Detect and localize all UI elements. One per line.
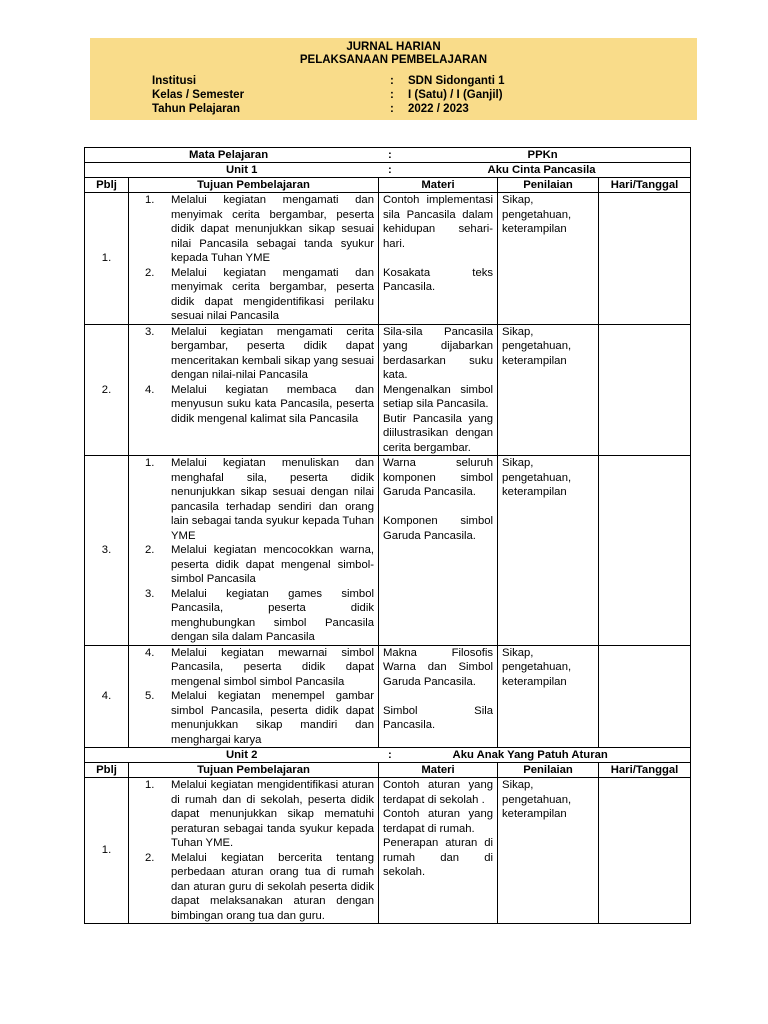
tujuan-item-text: Melalui kegiatan bercerita tentang perbedaan aturan orang tua di rumah dan aturan guru di sekolah peserta didik dapat melaksanakan aturan dengan bimbingan orang tua dan guru. bbox=[171, 851, 374, 922]
penilaian-cell: Sikap, pengetahuan, keterampilan bbox=[498, 324, 599, 456]
table-row bbox=[85, 456, 691, 646]
tujuan-item bbox=[133, 851, 374, 924]
pblj-number: 3. bbox=[85, 456, 129, 646]
tujuan-item-text: Melalui kegiatan mengamati cerita bergambar, peserta didik dapat menceritakan kembali sikap yang sesuai dengan nilai-nilai Pancasila bbox=[171, 325, 374, 381]
materi-cell bbox=[379, 324, 498, 456]
subject-value-cell bbox=[498, 148, 691, 163]
tujuan-list bbox=[133, 193, 374, 324]
header-field-value: I (Satu) / I (Ganjil) bbox=[408, 89, 503, 101]
column-header-hari: Hari/Tanggal bbox=[599, 763, 691, 778]
tujuan-item-text: Melalui kegiatan mencocokkan warna, peserta didik dapat mengenal simbol-simbol Pancasila bbox=[171, 544, 374, 585]
tujuan-list bbox=[133, 646, 374, 748]
column-header-materi: Materi bbox=[379, 178, 498, 193]
journal-header bbox=[90, 38, 697, 120]
materi-item: Makna Filosofis Warna dan Simbol Garuda Pancasila. bbox=[383, 646, 494, 688]
column-header-pblj: Pblj bbox=[85, 178, 129, 193]
materi-cell bbox=[379, 778, 498, 924]
materi-spacer bbox=[383, 689, 493, 704]
penilaian-cell: Sikap, pengetahuan, keterampilan bbox=[498, 456, 599, 646]
unit-cell bbox=[85, 748, 498, 763]
header-field-colon: : bbox=[390, 75, 394, 87]
tujuan-item-text: Melalui kegiatan mengamati dan menyimak cerita bergambar, peserta didik dapat menunjukkan sikap sesuai nilai Pancasila sebagai tanda syukur kepada Tuhan YME bbox=[171, 194, 374, 264]
tujuan-item bbox=[133, 587, 374, 645]
subject-cell bbox=[85, 148, 498, 163]
tujuan-item bbox=[133, 325, 374, 383]
materi-item: Warna seluruh komponen simbol Garuda Pancasila. bbox=[383, 457, 494, 498]
tujuan-list bbox=[133, 456, 374, 645]
materi-spacer bbox=[383, 251, 493, 266]
tujuan-item-number: 5. bbox=[145, 690, 155, 702]
tujuan-item-number: 4. bbox=[145, 383, 155, 396]
header-field-colon: : bbox=[390, 89, 394, 101]
penilaian-cell: Sikap, pengetahuan, keterampilan bbox=[498, 193, 599, 325]
unit-title: Aku Anak Yang Patuh Aturan bbox=[452, 749, 608, 761]
journal-title: JURNAL HARIAN bbox=[346, 41, 441, 53]
unit-row bbox=[85, 163, 691, 178]
tujuan-item-text: Melalui kegiatan mengidentifikasi aturan di rumah dan di sekolah, peserta didik dapat menunjukkan sikap mematuhi peraturan sebagai tanda syukur kepada Tuhan YME. bbox=[171, 779, 374, 849]
tujuan-item bbox=[133, 543, 374, 587]
tujuan-item-number: 1. bbox=[145, 779, 155, 791]
column-header-tujuan: Tujuan Pembelajaran bbox=[129, 178, 379, 193]
tujuan-item-text: Melalui kegiatan mewarnai simbol Pancasila, peserta didik dapat mengenal simbol simbol Pancasila bbox=[171, 646, 374, 688]
hari-tanggal-cell bbox=[599, 645, 691, 748]
column-header-tujuan: Tujuan Pembelajaran bbox=[129, 763, 379, 778]
pblj-number: 1. bbox=[85, 778, 129, 924]
header-field-key: Institusi bbox=[152, 75, 197, 87]
tujuan-item-text: Melalui kegiatan membaca dan menyusun suku kata Pancasila, peserta didik mengenal kalimat sila Pancasila bbox=[171, 383, 374, 425]
penilaian-cell: Sikap, pengetahuan, keterampilan bbox=[498, 645, 599, 748]
tujuan-item-number: 1. bbox=[145, 194, 155, 206]
tujuan-list bbox=[133, 325, 374, 427]
tujuan-item-number: 2. bbox=[145, 851, 155, 864]
header-field-key: Tahun Pelajaran bbox=[152, 103, 240, 115]
unit-title-cell bbox=[452, 748, 691, 763]
materi-item: Contoh aturan yang terdapat di sekolah . bbox=[383, 779, 494, 806]
journal-subtitle: PELAKSANAAN PEMBELAJARAN bbox=[299, 54, 488, 66]
tujuan-item bbox=[133, 689, 374, 747]
tujuan-cell bbox=[129, 645, 379, 748]
column-header-pblj: Pblj bbox=[85, 763, 129, 778]
unit-colon: : bbox=[388, 749, 392, 761]
materi-item: Contoh aturan yang terdapat di rumah. bbox=[383, 808, 494, 835]
tujuan-cell bbox=[129, 778, 379, 924]
column-header-hari: Hari/Tanggal bbox=[599, 178, 691, 193]
header-field-key: Kelas / Semester bbox=[152, 89, 245, 101]
header-field-value: 2022 / 2023 bbox=[408, 103, 469, 115]
tujuan-item-text: Melalui kegiatan menuliskan dan menghafal sila, peserta didik nenunjukkan sikap sesuai dengan nilai pancasila terhadap sendiri dan orang lain sebagai tanda syukur kepada Tuhan YME bbox=[171, 457, 374, 542]
subject-row bbox=[85, 148, 691, 163]
tujuan-item bbox=[133, 646, 374, 690]
materi-item: Sila-sila Pancasila yang dijabarkan berdasarkan suku kata. bbox=[383, 325, 494, 381]
tujuan-item bbox=[133, 778, 374, 851]
tujuan-cell bbox=[129, 456, 379, 646]
materi-cell bbox=[379, 193, 498, 325]
materi-item: Mengenalkan simbol setiap sila Pancasila. bbox=[383, 383, 494, 410]
tujuan-item bbox=[133, 383, 374, 427]
column-header-materi: Materi bbox=[379, 763, 498, 778]
materi-item: Contoh implementasi sila Pancasila dalam kehidupan sehari-hari. bbox=[383, 194, 494, 250]
subject-value: PPKn bbox=[527, 149, 558, 161]
tujuan-item-number: 2. bbox=[145, 544, 155, 556]
tujuan-item bbox=[133, 193, 374, 266]
table-row bbox=[85, 324, 691, 456]
hari-tanggal-cell bbox=[599, 193, 691, 325]
unit-cell bbox=[85, 163, 498, 178]
column-header-penilaian: Penilaian bbox=[498, 178, 599, 193]
pblj-number: 1. bbox=[85, 193, 129, 325]
pblj-number: 2. bbox=[85, 324, 129, 456]
subject-colon: : bbox=[388, 149, 392, 161]
tujuan-item-number: 2. bbox=[145, 266, 155, 279]
tujuan-item-text: Melalui kegiatan menempel gambar simbol Pancasila, peserta didik dapat menunjukkan sikap mandiri dan menghargai karya bbox=[171, 690, 374, 746]
header-field-colon: : bbox=[390, 103, 394, 115]
table-row bbox=[85, 645, 691, 748]
hari-tanggal-cell bbox=[599, 456, 691, 646]
hari-tanggal-cell bbox=[599, 324, 691, 456]
materi-item: Komponen simbol Garuda Pancasila. bbox=[383, 515, 494, 542]
materi-item: Penerapan aturan di rumah dan di sekolah. bbox=[383, 837, 494, 878]
journal-table bbox=[84, 147, 691, 924]
column-header-row bbox=[85, 178, 691, 193]
tujuan-item-number: 3. bbox=[145, 325, 155, 338]
tujuan-item-text: Melalui kegiatan mengamati dan menyimak cerita bergambar, peserta didik dapat mengidentifikasi perilaku sesuai nilai Pancasila bbox=[171, 266, 374, 322]
tujuan-list bbox=[133, 778, 374, 923]
materi-cell bbox=[379, 645, 498, 748]
tujuan-item-text: Melalui kegiatan games simbol Pancasila, peserta didik menghubungkan simbol Pancasila dengan sila dalam Pancasila bbox=[171, 587, 374, 643]
hari-tanggal-cell bbox=[599, 778, 691, 924]
table-row bbox=[85, 778, 691, 924]
materi-item: Kosakata teks Pancasila. bbox=[383, 266, 494, 293]
tujuan-cell bbox=[129, 324, 379, 456]
tujuan-item bbox=[133, 456, 374, 543]
tujuan-item-number: 1. bbox=[145, 457, 155, 469]
materi-item: Butir Pancasila yang diilustrasikan dengan cerita bergambar. bbox=[383, 412, 494, 454]
header-field-value: SDN Sidonganti 1 bbox=[408, 75, 505, 87]
penilaian-cell: Sikap, pengetahuan, keterampilan bbox=[498, 778, 599, 924]
unit-title-cell bbox=[487, 163, 691, 178]
unit-colon: : bbox=[388, 164, 392, 176]
pblj-number: 4. bbox=[85, 645, 129, 748]
materi-spacer bbox=[383, 500, 493, 515]
subject-label: Mata Pelajaran bbox=[189, 149, 269, 161]
unit-label: Unit 1 bbox=[226, 164, 258, 176]
tujuan-item bbox=[133, 266, 374, 324]
materi-cell bbox=[379, 456, 498, 646]
materi-item: Simbol Sila Pancasila. bbox=[383, 704, 494, 731]
unit-title: Aku Cinta Pancasila bbox=[487, 164, 596, 176]
column-header-penilaian: Penilaian bbox=[498, 763, 599, 778]
column-header-row bbox=[85, 763, 691, 778]
table-row bbox=[85, 193, 691, 325]
tujuan-item-number: 3. bbox=[145, 587, 155, 600]
tujuan-item-number: 4. bbox=[145, 646, 155, 659]
unit-row bbox=[85, 748, 691, 763]
tujuan-cell bbox=[129, 193, 379, 325]
unit-label: Unit 2 bbox=[226, 749, 258, 761]
